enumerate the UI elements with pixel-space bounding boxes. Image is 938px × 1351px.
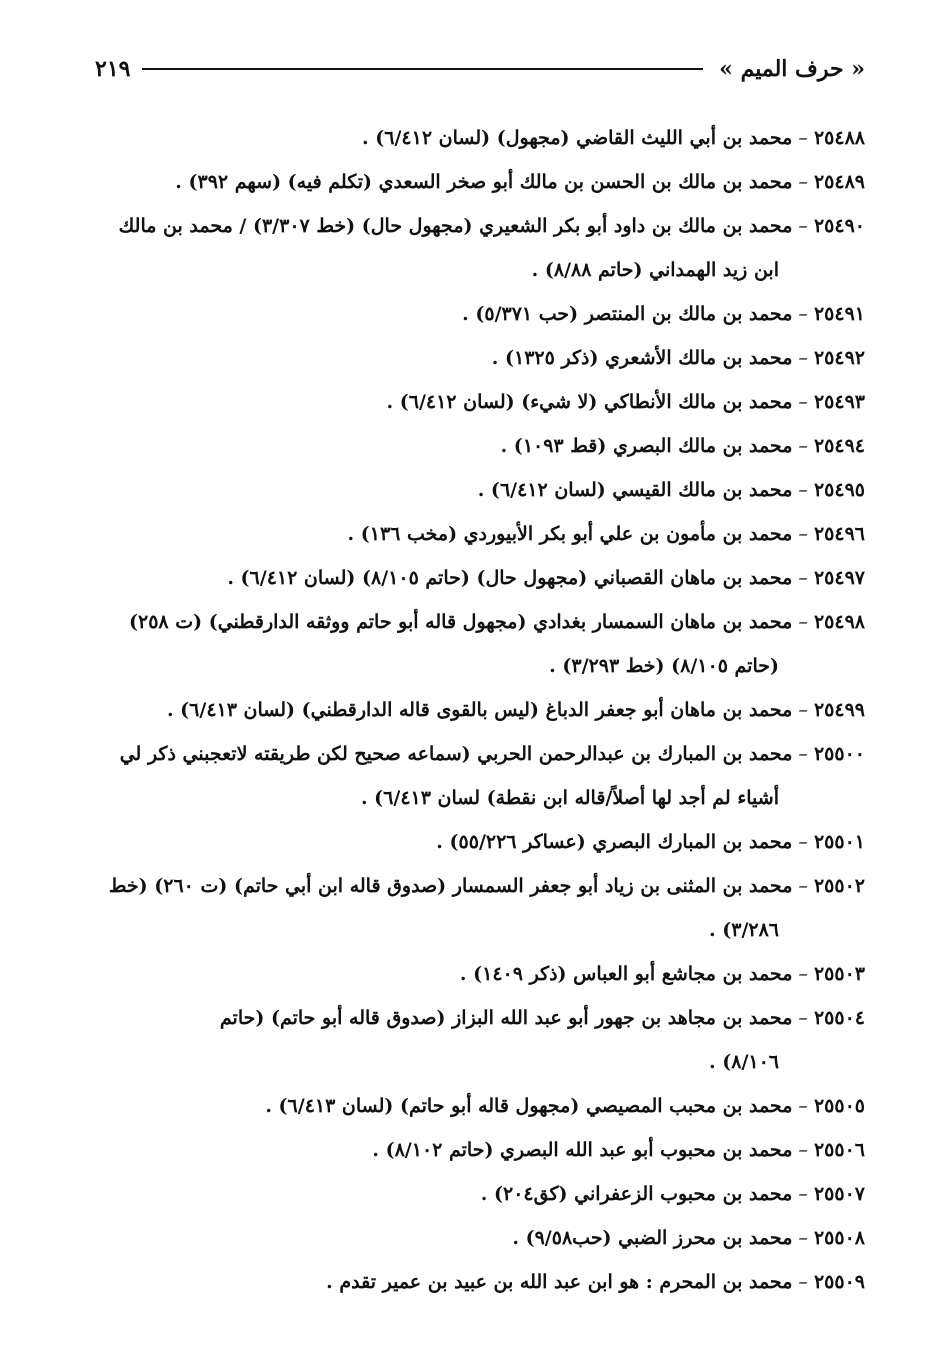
entry-dash: – [792, 391, 814, 413]
entry-number: ٢٥٤٩٥ [813, 479, 865, 501]
entry-text: محمد بن المبارك بن عبدالرحمن الحربي (سماعه صحيح لكن طريقته لاتعجبني ذكر لي [119, 743, 793, 765]
entry-dash: – [792, 567, 814, 589]
list-item [95, 996, 865, 1040]
entry-number: ٢٥٤٩٣ [813, 391, 865, 413]
list-item [95, 336, 865, 380]
chapter-title: « حرف الميم » [719, 56, 865, 82]
list-item [95, 468, 865, 512]
page-header [95, 52, 865, 86]
entry-number: ٢٥٤٩٢ [813, 347, 865, 369]
entry-text: محمد بن المثنى بن زياد أبو جعفر السمسار (صدوق قاله ابن أبي حاتم) (ت ٢٦٠) (خط [108, 875, 793, 897]
entry-number: ٢٥٥٠٩ [813, 1271, 865, 1293]
list-item [95, 116, 865, 160]
entry-text: محمد بن محرز الضبي (حب٩/٥٨) . [512, 1227, 793, 1249]
entry-number: ٢٥٤٩٦ [813, 523, 865, 545]
list-item [95, 688, 865, 732]
list-item [95, 1216, 865, 1260]
entry-dash: – [792, 1271, 814, 1293]
entry-dash: – [792, 479, 814, 501]
entry-number: ٢٥٤٩٨ [813, 611, 865, 633]
entry-number: ٢٥٥٠٢ [813, 875, 865, 897]
entry-continuation [95, 248, 865, 292]
entry-text: محمد بن ماهان القصباني (مجهول حال) (حاتم ٨/١٠٥) (لسان ٦/٤١٢) . [227, 567, 793, 589]
list-item [95, 556, 865, 600]
entry-text: محمد بن محبوب أبو عبد الله البصري (حاتم ٨/١٠٢) . [372, 1139, 793, 1161]
entry-text: محمد بن أبي الليث القاضي (مجهول) (لسان ٦/٤١٢) . [362, 127, 793, 149]
entry-text: محمد بن مالك بن داود أبو بكر الشعيري (مجهول حال) (خط ٣/٣٠٧) / محمد بن مالك [118, 215, 793, 237]
entry-continuation [95, 908, 865, 952]
entry-text: محمد بن مالك الأنطاكي (لا شيء) (لسان ٦/٤١٢) . [386, 391, 793, 413]
entry-continuation-text: ٨/١٠٦) . [709, 1051, 779, 1073]
entry-text: محمد بن مالك القيسي (لسان ٦/٤١٢) . [477, 479, 793, 501]
entry-number: ٢٥٥٠١ [813, 831, 865, 853]
entry-number: ٢٥٥٠٣ [813, 963, 865, 985]
entry-text: محمد بن مالك البصري (قط ١٠٩٣) . [500, 435, 793, 457]
entry-text: محمد بن مالك بن المنتصر (حب ٥/٣٧١) . [462, 303, 793, 325]
entry-dash: – [792, 1227, 814, 1249]
entry-dash: – [792, 303, 814, 325]
entry-text: محمد بن مالك الأشعري (ذكر ١٣٢٥) . [491, 347, 793, 369]
entry-number: ٢٥٥٠٦ [813, 1139, 865, 1161]
list-item [95, 512, 865, 556]
entry-continuation-text: ٣/٢٨٦) . [709, 919, 779, 941]
entry-dash: – [792, 523, 814, 545]
header-rule [142, 68, 703, 70]
entry-number: ٢٥٥٠٠ [813, 743, 865, 765]
list-item [95, 1172, 865, 1216]
entry-text: محمد بن المحرم : هو ابن عبد الله بن عبيد بن عمير تقدم . [326, 1271, 793, 1293]
entry-text: محمد بن ماهان أبو جعفر الدباغ (ليس بالقوى قاله الدارقطني) (لسان ٦/٤١٣) . [166, 699, 793, 721]
entry-text: محمد بن مجاهد بن جهور أبو عبد الله البزاز (صدوق قاله أبو حاتم) (حاتم [219, 1007, 793, 1029]
entry-dash: – [792, 699, 814, 721]
list-item [95, 424, 865, 468]
entry-continuation [95, 776, 865, 820]
entry-text: محمد بن محبب المصيصي (مجهول قاله أبو حاتم) (لسان ٦/٤١٣) . [265, 1095, 793, 1117]
list-item [95, 1260, 865, 1304]
entry-number: ٢٥٤٨٩ [813, 171, 865, 193]
list-item [95, 380, 865, 424]
list-item [95, 732, 865, 776]
entry-dash: – [792, 127, 814, 149]
list-item [95, 160, 865, 204]
entry-text: محمد بن مأمون بن علي أبو بكر الأبيوردي (مخب ١٣٦) . [347, 523, 793, 545]
entry-text: محمد بن مالك بن الحسن بن مالك أبو صخر السعدي (تكلم فيه) (سهم ٣٩٢) . [175, 171, 793, 193]
entry-continuation [95, 644, 865, 688]
list-item [95, 204, 865, 248]
entry-continuation-text: ابن زيد الهمداني (حاتم ٨/٨٨) . [531, 259, 779, 281]
entry-dash: – [792, 1095, 814, 1117]
entry-number: ٢٥٥٠٨ [813, 1227, 865, 1249]
entry-dash: – [792, 435, 814, 457]
entry-number: ٢٥٤٨٨ [813, 127, 865, 149]
entry-dash: – [792, 963, 814, 985]
entry-number: ٢٥٥٠٧ [813, 1183, 865, 1205]
entry-dash: – [792, 611, 814, 633]
entry-dash: – [792, 171, 814, 193]
entry-number: ٢٥٤٩١ [813, 303, 865, 325]
entry-dash: – [792, 875, 814, 897]
entry-text: محمد بن المبارك البصري (عساكر ٥٥/٢٢٦) . [436, 831, 793, 853]
list-item [95, 952, 865, 996]
entry-number: ٢٥٥٠٤ [813, 1007, 865, 1029]
entry-dash: – [792, 743, 814, 765]
entry-continuation-text: أشياء لم أجد لها أصلاً/قاله ابن نقطة) لسان ٦/٤١٣) . [360, 787, 779, 809]
entry-number: ٢٥٤٩٠ [813, 215, 865, 237]
page-number: ٢١٩ [95, 56, 131, 82]
entry-text: محمد بن ماهان السمسار بغدادي (مجهول قاله أبو حاتم ووثقه الدارقطني) (ت ٢٥٨) [128, 611, 793, 633]
entry-dash: – [792, 215, 814, 237]
list-item [95, 1084, 865, 1128]
entry-number: ٢٥٤٩٤ [813, 435, 865, 457]
entry-dash: – [792, 1183, 814, 1205]
list-item [95, 600, 865, 644]
entry-text: محمد بن مجاشع أبو العباس (ذكر ١٤٠٩) . [459, 963, 793, 985]
list-item [95, 820, 865, 864]
entry-text: محمد بن محبوب الزعفراني (كق٢٠٤) . [480, 1183, 793, 1205]
entry-number: ٢٥٤٩٧ [813, 567, 865, 589]
entry-dash: – [792, 1139, 814, 1161]
entry-number: ٢٥٥٠٥ [813, 1095, 865, 1117]
entry-dash: – [792, 831, 814, 853]
list-item [95, 864, 865, 908]
entry-dash: – [792, 347, 814, 369]
list-item [95, 1128, 865, 1172]
entry-continuation [95, 1040, 865, 1084]
list-item [95, 292, 865, 336]
entries-list [95, 116, 865, 1304]
entry-dash: – [792, 1007, 814, 1029]
entry-continuation-text: (حاتم ٨/١٠٥) (خط ٣/٢٩٣) . [549, 655, 779, 677]
entry-number: ٢٥٤٩٩ [813, 699, 865, 721]
